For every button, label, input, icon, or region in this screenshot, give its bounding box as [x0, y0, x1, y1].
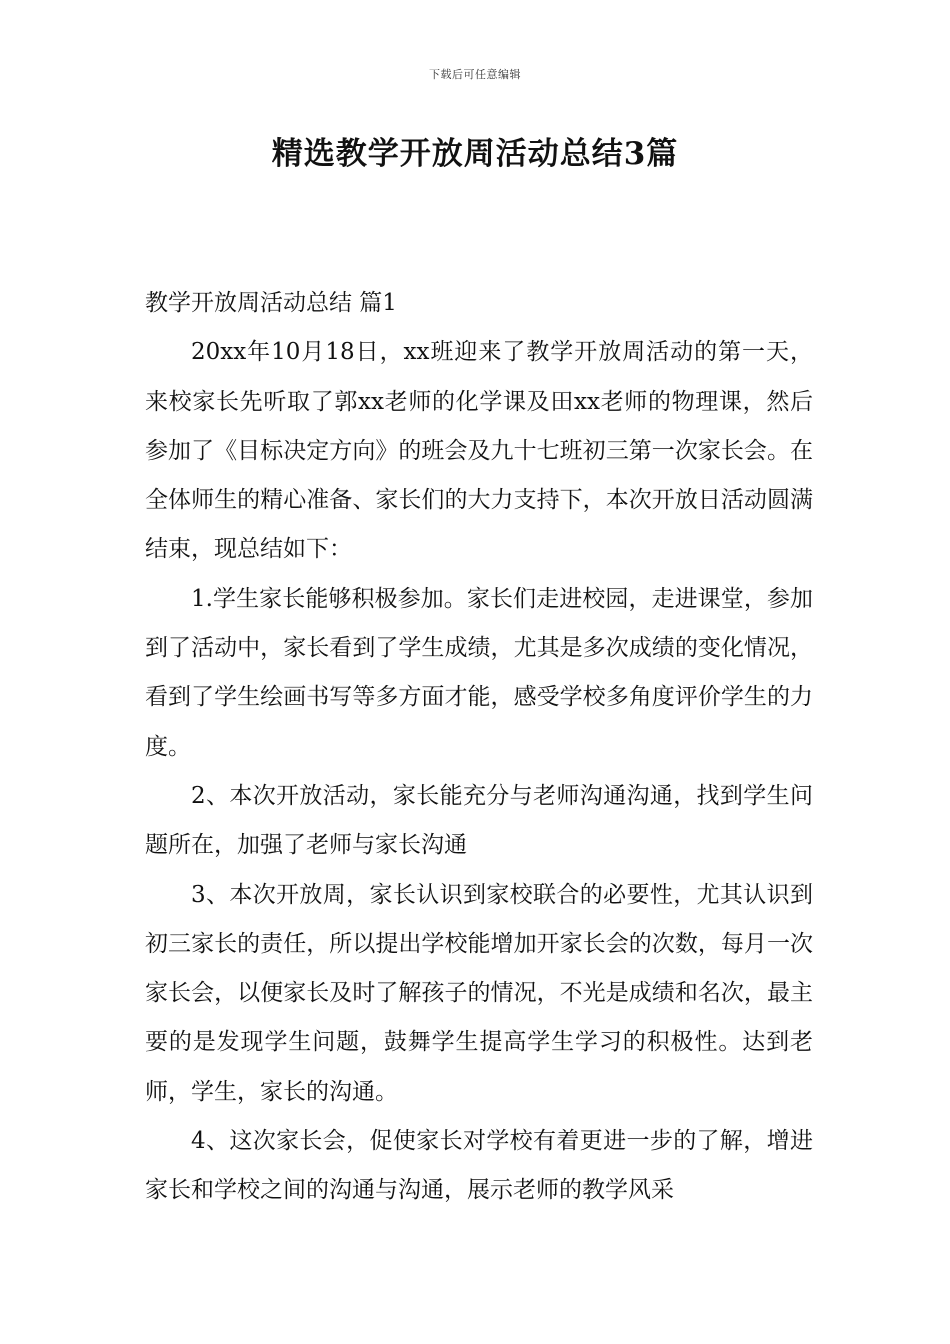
header-note: 下载后可任意编辑 [429, 68, 521, 81]
section-heading: 教学开放周活动总结 篇1 [145, 290, 397, 316]
paragraph-point-2: 2、本次开放活动，家长能充分与老师沟通沟通，找到学生问题所在，加强了老师与家长沟通 [145, 782, 813, 859]
paragraph-point-4: 4、这次家长会，促使家长对学校有着更进一步的了解，增进家长和学校之间的沟通与沟通，展示老师的教学风采 [145, 1128, 813, 1204]
paragraph-intro: 20xx年10月18日，xx班迎来了教学开放周活动的第一天，来校家长先听取了郭xx老师的化学课及田xx老师的物理课，然后参加了《目标决定方向》的班会及九十七班初三第一次家长会。在全体师生的精心准备、家长们的大力支持下，本次开放日活动圆满结束，现总结如下： [145, 339, 813, 563]
document-body [145, 279, 813, 1216]
paragraph-point-1: 1.学生家长能够积极参加。家长们走进校园，走进课堂，参加到了活动中，家长看到了学生成绩，尤其是多次成绩的变化情况，看到了学生绘画书写等多方面才能，感受学校多角度评价学生的力度。 [145, 585, 813, 760]
page-title: 精选教学开放周活动总结3篇 [271, 136, 679, 172]
paragraph-point-3: 3、本次开放周，家长认识到家校联合的必要性，尤其认识到初三家长的责任，所以提出学校能增加开家长会的次数，每月一次家长会，以便家长及时了解孩子的情况，不光是成绩和名次，最主要的是发现学生问题，鼓舞学生提高学生学习的积极性。达到老师，学生，家长的沟通。 [145, 881, 813, 1105]
